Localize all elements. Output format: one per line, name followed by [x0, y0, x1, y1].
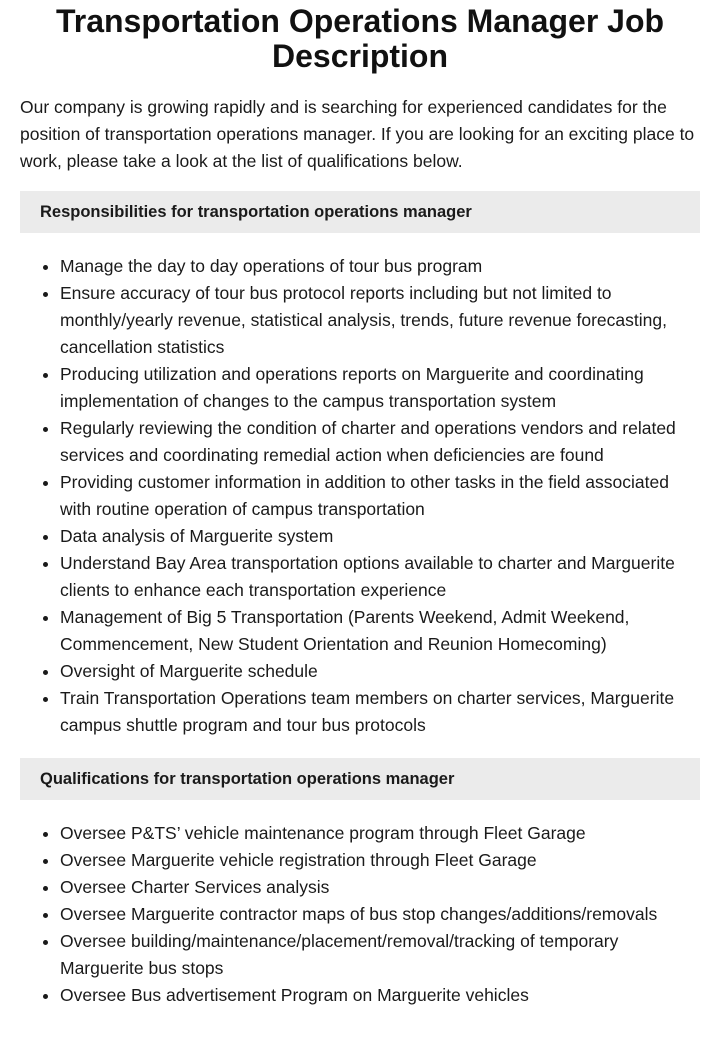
list-item: • Data analysis of Marguerite system	[60, 523, 700, 550]
list-item: • Regularly reviewing the condition of charter and operations vendors and related services and coordinating remedial action when deficiencies are found	[60, 415, 700, 469]
list-item: • Ensure accuracy of tour bus protocol reports including but not limited to monthly/yearly revenue, statistical analysis, trends, future revenue forecasting, cancellation statistics	[60, 280, 700, 361]
list-item: • Oversee Charter Services analysis	[60, 874, 700, 901]
qualifications-list	[20, 820, 700, 1009]
list-item: • Oversee Marguerite vehicle registration through Fleet Garage	[60, 847, 700, 874]
list-item: • Understand Bay Area transportation options available to charter and Marguerite clients to enhance each transportation experience	[60, 550, 700, 604]
responsibilities-list	[20, 253, 700, 739]
list-item: • Oversee P&TS’ vehicle maintenance program through Fleet Garage	[60, 820, 700, 847]
list-item: • Oversee Marguerite contractor maps of bus stop changes/additions/removals	[60, 901, 700, 928]
list-item: • Oversee building/maintenance/placement/removal/tracking of temporary Marguerite bus stops	[60, 928, 700, 982]
responsibilities-heading: Responsibilities for transportation operations manager	[20, 191, 700, 233]
intro-paragraph: Our company is growing rapidly and is searching for experienced candidates for the position of transportation operations manager. If you are looking for an exciting place to work, please take a look at the list of qualifications below.	[20, 97, 695, 171]
list-item: • Manage the day to day operations of tour bus program	[60, 253, 700, 280]
list-item: • Oversight of Marguerite schedule	[60, 658, 700, 685]
page-title: Transportation Operations Manager Job Description	[55, 3, 665, 74]
list-item: • Oversee Bus advertisement Program on Marguerite vehicles	[60, 982, 700, 1009]
list-item: • Producing utilization and operations reports on Marguerite and coordinating implementation of changes to the campus transportation system	[60, 361, 700, 415]
list-item: • Providing customer information in addition to other tasks in the field associated with routine operation of campus transportation	[60, 469, 700, 523]
job-description-page	[0, 4, 720, 1009]
list-item: • Train Transportation Operations team members on charter services, Marguerite campus shuttle program and tour bus protocols	[60, 685, 700, 739]
list-item: • Management of Big 5 Transportation (Parents Weekend, Admit Weekend, Commencement, New Student Orientation and Reunion Homecoming)	[60, 604, 700, 658]
qualifications-heading: Qualifications for transportation operations manager	[20, 758, 700, 800]
